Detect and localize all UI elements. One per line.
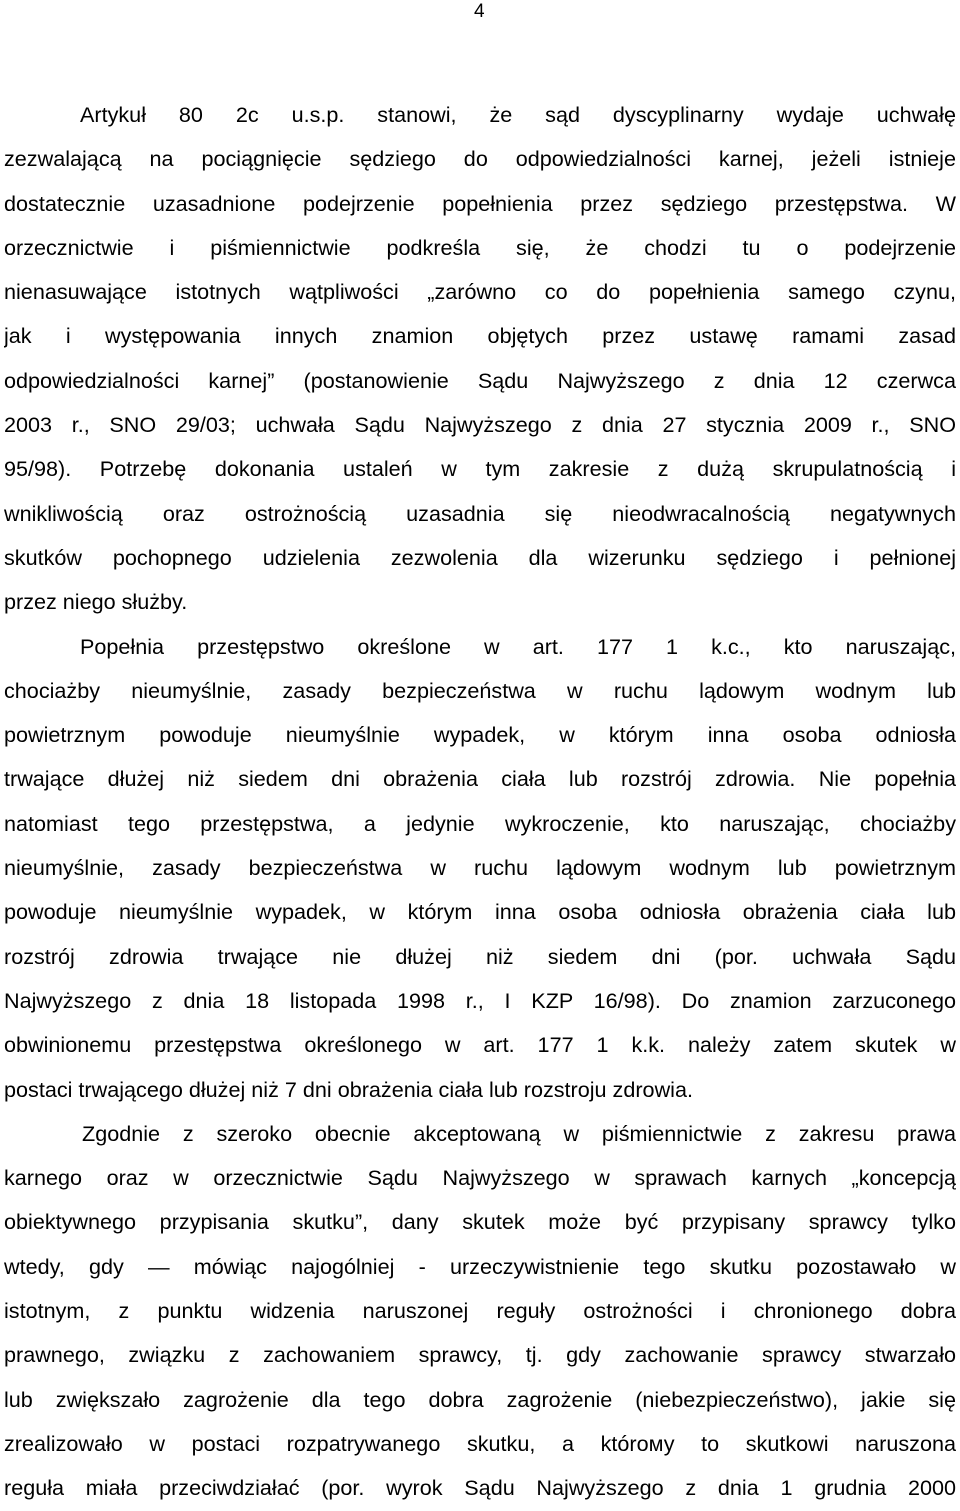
- text-line: obwinionemu przestępstwa określonego w art. 177 1 k.k. należy zatem skutek w: [4, 1032, 956, 1058]
- text-line: rozstrój zdrowia trwające nie dłużej niż siedem dni (por. uchwała Sądu: [4, 943, 956, 969]
- text-line: postaci trwającego dłużej niż 7 dni obrażenia ciała lub rozstroju zdrowia.: [4, 1076, 693, 1102]
- text-line: odpowiedzialności karnej” (postanowienie Sądu Najwyższego z dnia 12 czerwca: [4, 367, 956, 393]
- text-line: dostatecznie uzasadnione podejrzenie popełnienia przez sędziego przestępstwa. W: [4, 190, 956, 216]
- text-line: reguła miała przeciwdziałać (por. wyrok Sądu Najwyższego z dnia 1 grudnia 2000: [4, 1475, 956, 1501]
- text-line: nienasuwające istotnych wątpliwości „zarówno co do popełnienia samego czynu,: [4, 279, 956, 305]
- document-body: [4, 93, 956, 1511]
- text-line: skutków pochopnego udzielenia zezwolenia dla wizerunku sędziego i pełnionej: [4, 544, 956, 570]
- text-line: Popełnia przestępstwo określone w art. 177 1 k.c., kto naruszając,: [80, 633, 956, 659]
- text-line: obiektywnego przypisania skutku”, dany skutek może być przypisany sprawcy tylko: [4, 1209, 956, 1235]
- text-line: trwające dłużej niż siedem dni obrażenia ciała lub rozstrój zdrowia. Nie popełnia: [4, 766, 956, 792]
- text-line: wtedy, gdy — mówiąc najogólniej - urzeczywistnienie tego skutku pozostawało w: [4, 1253, 956, 1279]
- text-line: karnego oraz w orzecznictwie Sądu Najwyższego w sprawach karnych „koncepcją: [4, 1165, 956, 1191]
- text-line: chociażby nieumyślnie, zasady bezpieczeństwa w ruchu lądowym wodnym lub: [4, 677, 956, 703]
- text-line: orzecznictwie i piśmiennictwie podkreśla się, że chodzi tu o podejrzenie: [4, 234, 956, 260]
- text-line: jak i występowania innych znamion objętych przez ustawę ramami zasad: [4, 323, 956, 349]
- text-line: istotnym, z punktu widzenia naruszonej reguły ostrożności i chronionego dobra: [4, 1298, 956, 1324]
- text-line: nieumyślnie, zasady bezpieczeństwa w ruchu lądowym wodnym lub powietrznym: [4, 855, 956, 881]
- text-line: powietrznym powoduje nieumyślnie wypadek, w którym inna osoba odniosła: [4, 722, 956, 748]
- text-line: wnikliwością oraz ostrożnością uzasadnia się nieodwracalnością negatywnych: [4, 500, 956, 526]
- text-line: przez niego służby.: [4, 589, 188, 615]
- page-number: 4: [474, 1, 485, 22]
- text-line: prawnego, związku z zachowaniem sprawcy, tj. gdy zachowanie sprawcy stwarzało: [4, 1342, 956, 1368]
- text-line: zrealizowało w postaci rozpatrywanego skutku, a którому to skutkowi naruszona: [4, 1430, 956, 1456]
- text-line: natomiast tego przestępstwa, a jedynie wykroczenie, kto naruszając, chociażby: [4, 810, 956, 836]
- text-line: Najwyższego z dnia 18 listopada 1998 r., I KZP 16/98). Do znamion zarzuconego: [4, 987, 956, 1013]
- text-line: powoduje nieumyślnie wypadek, w którym inna osoba odniosła obrażenia ciała lub: [4, 899, 956, 925]
- text-line: Artykuł 80 2c u.s.p. stanowi, że sąd dyscyplinarny wydaje uchwałę: [80, 102, 956, 127]
- text-line: zezwalającą na pociągnięcie sędziego do odpowiedzialności karnej, jeżeli istnieje: [4, 146, 956, 172]
- text-line: 95/98). Potrzebę dokonania ustaleń w tym zakresie z dużą skrupulatnością i: [4, 456, 956, 482]
- text-line: lub zwiększało zagrożenie dla tego dobra zagrożenie (niebezpieczeństwo), jakie się: [4, 1386, 956, 1412]
- text-line: 2003 r., SNO 29/03; uchwała Sądu Najwyższego z dnia 27 stycznia 2009 r., SNO: [4, 412, 956, 438]
- text-line: Zgodnie z szeroko obecnie akceptowaną w piśmiennictwie z zakresu prawa: [82, 1120, 956, 1146]
